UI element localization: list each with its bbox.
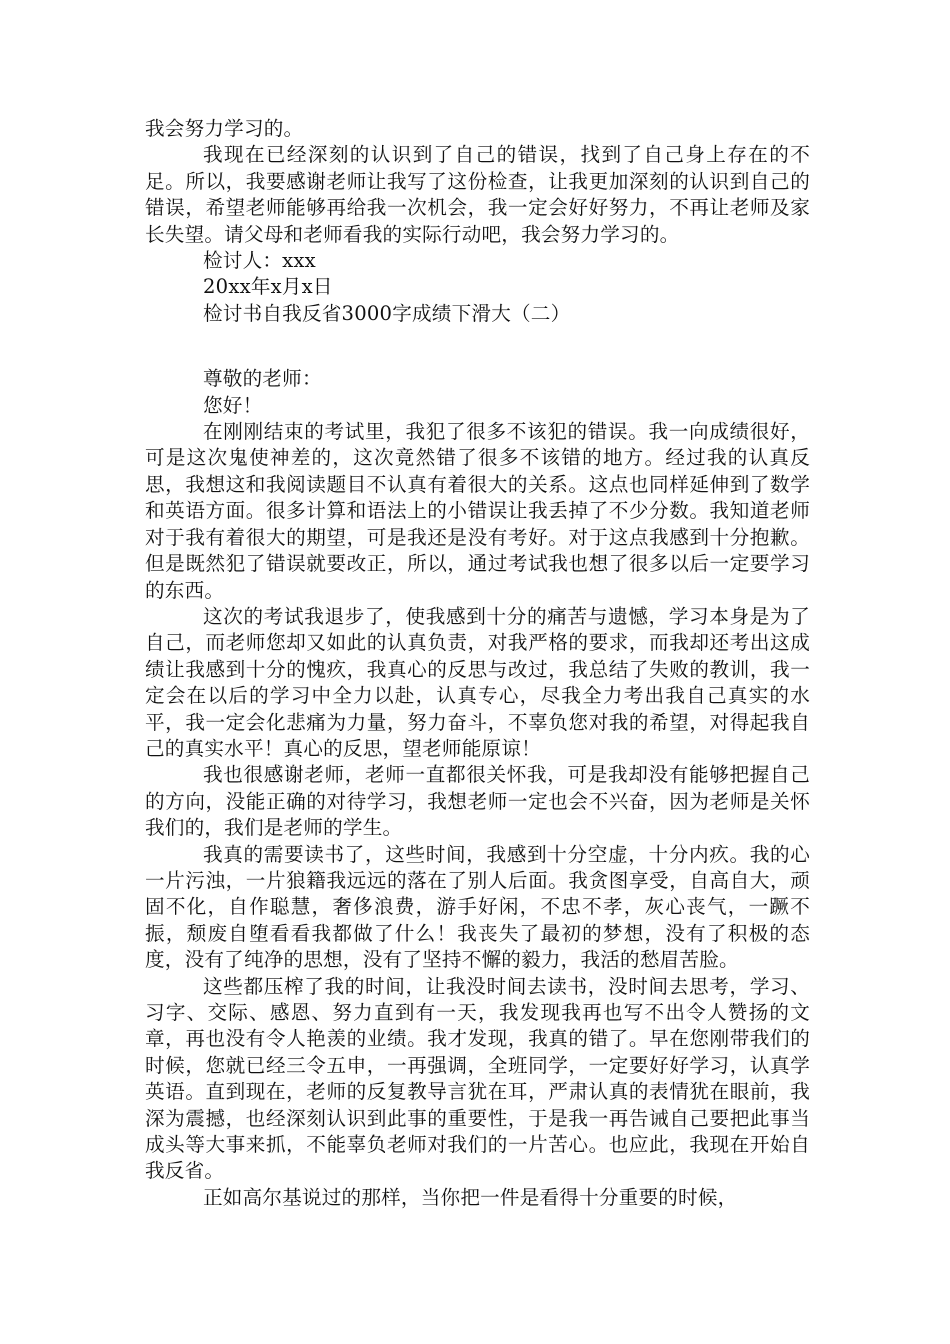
- paragraph: 这次的考试我退步了，使我感到十分的痛苦与遗憾，学习本身是为了自己，而老师您却又如此的认真负责，对我严格的要求，而我却还考出这成绩让我感到十分的愧疚，我真心的反思与改过，我总结了失败的教训，我一定会在以后的学习中全力以赴，认真专心，尽我全力考出我自己真实的水平，我一定会化悲痛为力量，努力奋斗，不辜负您对我的希望，对得起我自己的真实水平！真心的反思，望老师能原谅！: [145, 604, 810, 760]
- paragraph: 正如高尔基说过的那样，当你把一件是看得十分重要的时候，: [203, 1185, 738, 1209]
- greeting: 您好！: [203, 393, 263, 417]
- paragraph: 我也很感谢老师，老师一直都很关怀我，可是我却没有能够把握自己的方向，没能正确的对待学习，我想老师一定也会不兴奋，因为老师是关怀我们的，我们是老师的学生。: [145, 763, 810, 840]
- signature-line: 检讨人：xxx: [203, 249, 316, 273]
- date-line: 20xx年x月x日: [203, 275, 333, 299]
- section-title: 检讨书自我反省3000字成绩下滑大（二）: [203, 301, 571, 325]
- salutation: 尊敬的老师：: [203, 367, 322, 391]
- document-page: [145, 116, 810, 1211]
- paragraph: 这些都压榨了我的时间，让我没时间去读书，没时间去思考，学习、习字、交际、感恩、努力直到有一天，我发现我再也写不出令人赞扬的文章，再也没有令人艳羡的业绩。我才发现，我真的错了。早在您刚带我们的时候，您就已经三令五申，一再强调，全班同学，一定要好好学习，认真学英语。直到现在，老师的反复教导言犹在耳，严肃认真的表情犹在眼前，我深为震撼，也经深刻认识到此事的重要性，于是我一再告诫自己要把此事当成头等大事来抓，不能辜负老师对我们的一片苦心。也应此，我现在开始自我反省。: [145, 974, 810, 1183]
- text-line: 我会努力学习的。: [145, 117, 304, 140]
- paragraph: 在刚刚结束的考试里，我犯了很多不该犯的错误。我一向成绩很好，可是这次鬼使神差的，这次竟然错了很多不该错的地方。经过我的认真反思，我想这和我阅读题目不认真有着很大的关系。这点也同样延伸到了数学和英语方面。很多计算和语法上的小错误让我丢掉了不少分数。我知道老师对于我有着很大的期望，可是我还是没有考好。对于这点我感到十分抱歉。但是既然犯了错误就要改正，所以，通过考试我也想了很多以后一定要学习的东西。: [145, 420, 810, 602]
- paragraph: 我真的需要读书了，这些时间，我感到十分空虚，十分内疚。我的心一片污浊，一片狼籍我远远的落在了别人后面。我贪图享受，自高自大，顽固不化，自作聪慧，奢侈浪费，游手好闲，不忠不孝，灰心丧气，一蹶不振，颓废自堕看看我都做了什么！我丧失了最初的梦想，没有了积极的态度，没有了纯净的思想，没有了坚持不懈的毅力，我活的愁眉苦脸。: [145, 842, 810, 972]
- paragraph-realize: 我现在已经深刻的认识到了自己的错误，找到了自己身上存在的不足。所以，我要感谢老师让我写了这份检查，让我更加深刻的认识到自己的错误，希望老师能够再给我一次机会，我一定会好好努力，不再让老师及家长失望。请父母和老师看我的实际行动吧，我会努力学习的。: [145, 143, 810, 246]
- blank-line: [145, 327, 810, 366]
